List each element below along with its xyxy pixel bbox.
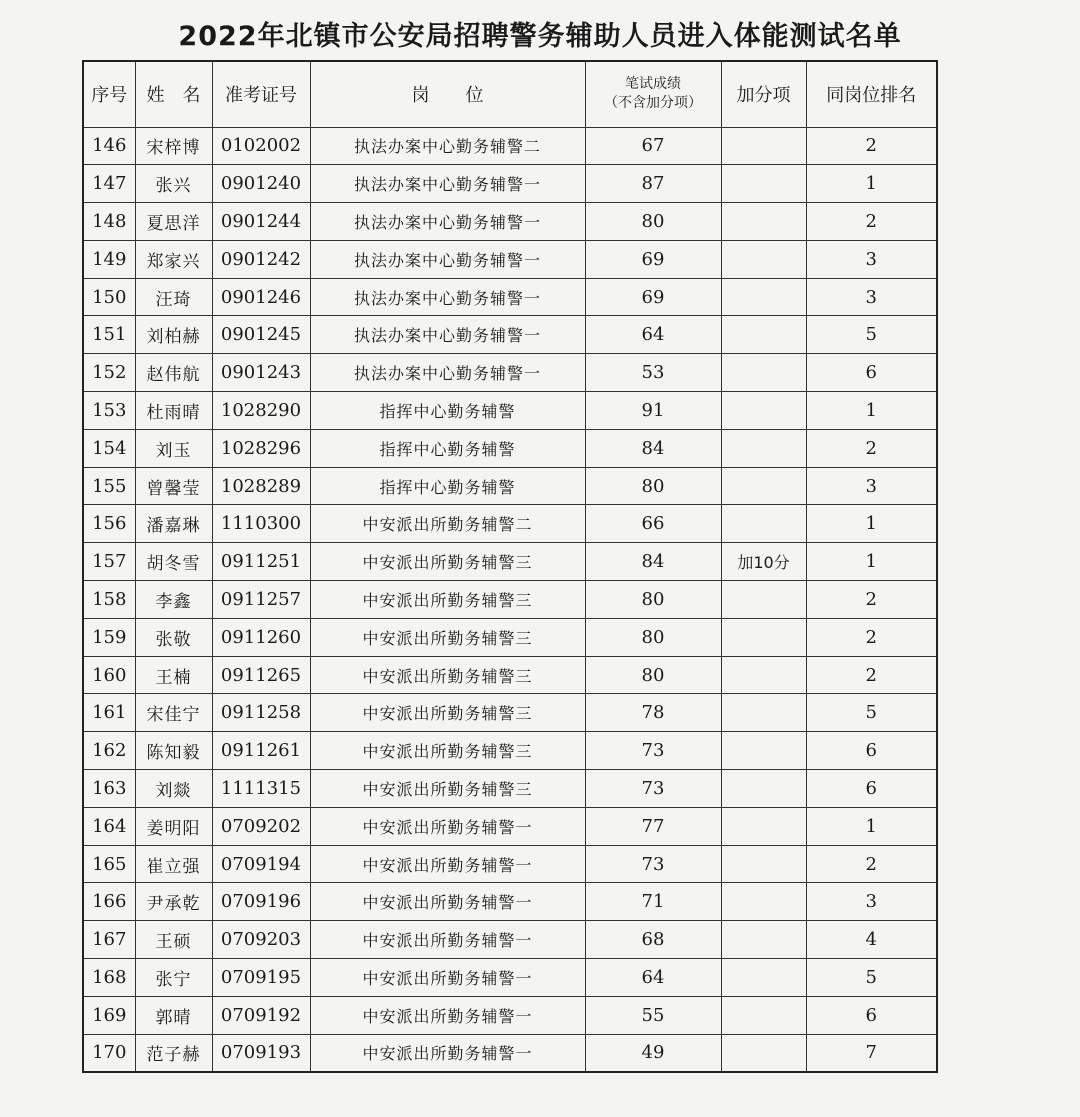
cell-seq: 164	[83, 807, 135, 845]
cell-ticket: 0901243	[212, 354, 310, 392]
cell-name: 王楠	[135, 656, 212, 694]
cell-seq: 166	[83, 883, 135, 921]
cell-score: 64	[585, 316, 721, 354]
cell-bonus	[721, 807, 806, 845]
cell-rank: 6	[806, 996, 937, 1034]
cell-bonus	[721, 203, 806, 241]
cell-ticket: 0901244	[212, 203, 310, 241]
cell-rank: 1	[806, 543, 937, 581]
header-score-line2: （不含加分项）	[604, 95, 702, 112]
cell-seq: 170	[83, 1034, 135, 1072]
cell-position: 指挥中心勤务辅警	[310, 467, 585, 505]
cell-bonus	[721, 921, 806, 959]
cell-rank: 3	[806, 278, 937, 316]
table-row	[83, 1034, 937, 1072]
cell-bonus	[721, 656, 806, 694]
cell-position: 执法办案中心勤务辅警一	[310, 278, 585, 316]
cell-ticket: 0911261	[212, 732, 310, 770]
cell-position: 执法办案中心勤务辅警一	[310, 165, 585, 203]
cell-seq: 153	[83, 392, 135, 430]
cell-rank: 5	[806, 694, 937, 732]
cell-score: 80	[585, 467, 721, 505]
table-row	[83, 732, 937, 770]
cell-score: 73	[585, 732, 721, 770]
cell-name: 范子赫	[135, 1034, 212, 1072]
cell-rank: 2	[806, 127, 937, 165]
cell-bonus	[721, 354, 806, 392]
cell-seq: 146	[83, 127, 135, 165]
cell-position: 中安派出所勤务辅警一	[310, 959, 585, 997]
cell-position: 中安派出所勤务辅警一	[310, 921, 585, 959]
cell-position: 中安派出所勤务辅警三	[310, 543, 585, 581]
table-row	[83, 883, 937, 921]
table-row	[83, 770, 937, 808]
cell-position: 中安派出所勤务辅警一	[310, 883, 585, 921]
cell-bonus	[721, 278, 806, 316]
header-bonus: 加分项	[721, 61, 806, 127]
cell-position: 中安派出所勤务辅警一	[310, 996, 585, 1034]
cell-ticket: 0709194	[212, 845, 310, 883]
cell-rank: 2	[806, 581, 937, 619]
cell-seq: 158	[83, 581, 135, 619]
cell-ticket: 0102002	[212, 127, 310, 165]
cell-ticket: 1111315	[212, 770, 310, 808]
cell-seq: 156	[83, 505, 135, 543]
cell-name: 刘玉	[135, 429, 212, 467]
candidate-table	[82, 60, 938, 1073]
cell-bonus	[721, 316, 806, 354]
cell-ticket: 0709202	[212, 807, 310, 845]
cell-position: 中安派出所勤务辅警一	[310, 807, 585, 845]
table-row	[83, 203, 937, 241]
cell-rank: 3	[806, 240, 937, 278]
cell-score: 80	[585, 618, 721, 656]
cell-name: 王硕	[135, 921, 212, 959]
table-row	[83, 996, 937, 1034]
cell-ticket: 0901242	[212, 240, 310, 278]
cell-position: 执法办案中心勤务辅警二	[310, 127, 585, 165]
cell-score: 87	[585, 165, 721, 203]
cell-name: 宋梓博	[135, 127, 212, 165]
cell-rank: 1	[806, 392, 937, 430]
cell-position: 执法办案中心勤务辅警一	[310, 240, 585, 278]
cell-position: 中安派出所勤务辅警三	[310, 656, 585, 694]
cell-name: 潘嘉琳	[135, 505, 212, 543]
cell-bonus	[721, 429, 806, 467]
cell-bonus	[721, 505, 806, 543]
cell-score: 49	[585, 1034, 721, 1072]
table-row	[83, 165, 937, 203]
cell-name: 郭晴	[135, 996, 212, 1034]
cell-seq: 150	[83, 278, 135, 316]
cell-ticket: 1028296	[212, 429, 310, 467]
cell-seq: 169	[83, 996, 135, 1034]
table-row	[83, 959, 937, 997]
table-row	[83, 429, 937, 467]
cell-score: 80	[585, 203, 721, 241]
cell-score: 84	[585, 429, 721, 467]
header-name: 姓 名	[135, 61, 212, 127]
cell-score: 69	[585, 240, 721, 278]
cell-score: 91	[585, 392, 721, 430]
cell-seq: 147	[83, 165, 135, 203]
table-row	[83, 278, 937, 316]
header-seq: 序号	[83, 61, 135, 127]
cell-seq: 162	[83, 732, 135, 770]
cell-bonus	[721, 883, 806, 921]
cell-bonus	[721, 581, 806, 619]
cell-name: 夏思洋	[135, 203, 212, 241]
table-row	[83, 807, 937, 845]
cell-score: 84	[585, 543, 721, 581]
cell-ticket: 1110300	[212, 505, 310, 543]
cell-position: 执法办案中心勤务辅警一	[310, 203, 585, 241]
cell-score: 53	[585, 354, 721, 392]
cell-bonus	[721, 694, 806, 732]
cell-ticket: 0901246	[212, 278, 310, 316]
cell-position: 中安派出所勤务辅警一	[310, 845, 585, 883]
cell-ticket: 0901245	[212, 316, 310, 354]
cell-seq: 149	[83, 240, 135, 278]
table-row	[83, 543, 937, 581]
cell-ticket: 0709203	[212, 921, 310, 959]
cell-bonus	[721, 127, 806, 165]
cell-ticket: 0911251	[212, 543, 310, 581]
cell-position: 中安派出所勤务辅警一	[310, 1034, 585, 1072]
cell-ticket: 0709196	[212, 883, 310, 921]
cell-score: 80	[585, 656, 721, 694]
cell-name: 刘燚	[135, 770, 212, 808]
cell-bonus	[721, 959, 806, 997]
cell-rank: 6	[806, 770, 937, 808]
cell-name: 崔立强	[135, 845, 212, 883]
cell-bonus	[721, 618, 806, 656]
cell-name: 宋佳宁	[135, 694, 212, 732]
cell-score: 78	[585, 694, 721, 732]
cell-seq: 154	[83, 429, 135, 467]
cell-rank: 2	[806, 656, 937, 694]
table-row	[83, 127, 937, 165]
cell-seq: 148	[83, 203, 135, 241]
cell-name: 汪琦	[135, 278, 212, 316]
cell-position: 中安派出所勤务辅警三	[310, 581, 585, 619]
cell-rank: 2	[806, 845, 937, 883]
table-row	[83, 921, 937, 959]
cell-name: 尹承乾	[135, 883, 212, 921]
cell-bonus	[721, 392, 806, 430]
cell-seq: 163	[83, 770, 135, 808]
cell-score: 68	[585, 921, 721, 959]
cell-ticket: 0709193	[212, 1034, 310, 1072]
cell-seq: 167	[83, 921, 135, 959]
table-body	[83, 127, 937, 1072]
cell-name: 刘柏赫	[135, 316, 212, 354]
cell-rank: 2	[806, 618, 937, 656]
cell-name: 姜明阳	[135, 807, 212, 845]
cell-rank: 1	[806, 505, 937, 543]
cell-seq: 151	[83, 316, 135, 354]
cell-score: 64	[585, 959, 721, 997]
cell-position: 中安派出所勤务辅警三	[310, 770, 585, 808]
cell-bonus: 加10分	[721, 543, 806, 581]
table-row	[83, 505, 937, 543]
table-row	[83, 240, 937, 278]
cell-position: 中安派出所勤务辅警二	[310, 505, 585, 543]
cell-seq: 159	[83, 618, 135, 656]
cell-seq: 165	[83, 845, 135, 883]
cell-score: 77	[585, 807, 721, 845]
cell-seq: 155	[83, 467, 135, 505]
cell-rank: 3	[806, 883, 937, 921]
cell-rank: 6	[806, 354, 937, 392]
header-ticket: 准考证号	[212, 61, 310, 127]
table-row	[83, 618, 937, 656]
table-row	[83, 392, 937, 430]
cell-bonus	[721, 996, 806, 1034]
cell-seq: 168	[83, 959, 135, 997]
cell-ticket: 0901240	[212, 165, 310, 203]
cell-rank: 6	[806, 732, 937, 770]
cell-rank: 1	[806, 165, 937, 203]
cell-seq: 160	[83, 656, 135, 694]
header-position: 岗 位	[310, 61, 585, 127]
cell-seq: 157	[83, 543, 135, 581]
cell-rank: 5	[806, 316, 937, 354]
cell-ticket: 0709195	[212, 959, 310, 997]
header-score	[585, 61, 721, 127]
cell-name: 赵伟航	[135, 354, 212, 392]
table-row	[83, 581, 937, 619]
cell-score: 55	[585, 996, 721, 1034]
cell-score: 73	[585, 770, 721, 808]
cell-bonus	[721, 770, 806, 808]
cell-position: 指挥中心勤务辅警	[310, 429, 585, 467]
header-rank: 同岗位排名	[806, 61, 937, 127]
header-score-line1: 笔试成绩	[625, 76, 681, 93]
cell-position: 中安派出所勤务辅警三	[310, 618, 585, 656]
cell-ticket: 0911260	[212, 618, 310, 656]
cell-score: 71	[585, 883, 721, 921]
cell-ticket: 0911257	[212, 581, 310, 619]
cell-score: 73	[585, 845, 721, 883]
cell-ticket: 0911258	[212, 694, 310, 732]
cell-score: 66	[585, 505, 721, 543]
cell-bonus	[721, 1034, 806, 1072]
cell-ticket: 1028290	[212, 392, 310, 430]
table-row	[83, 845, 937, 883]
cell-rank: 4	[806, 921, 937, 959]
table-row	[83, 354, 937, 392]
cell-name: 李鑫	[135, 581, 212, 619]
cell-seq: 161	[83, 694, 135, 732]
cell-position: 执法办案中心勤务辅警一	[310, 354, 585, 392]
cell-bonus	[721, 240, 806, 278]
cell-ticket: 1028289	[212, 467, 310, 505]
cell-position: 执法办案中心勤务辅警一	[310, 316, 585, 354]
cell-rank: 3	[806, 467, 937, 505]
cell-bonus	[721, 845, 806, 883]
cell-name: 张宁	[135, 959, 212, 997]
table-row	[83, 656, 937, 694]
cell-name: 曾馨莹	[135, 467, 212, 505]
document-title: 2022年北镇市公安局招聘警务辅助人员进入体能测试名单	[178, 21, 902, 52]
cell-name: 张兴	[135, 165, 212, 203]
cell-bonus	[721, 732, 806, 770]
cell-position: 中安派出所勤务辅警三	[310, 732, 585, 770]
cell-rank: 5	[806, 959, 937, 997]
cell-bonus	[721, 165, 806, 203]
cell-score: 67	[585, 127, 721, 165]
cell-position: 中安派出所勤务辅警三	[310, 694, 585, 732]
cell-name: 张敬	[135, 618, 212, 656]
cell-bonus	[721, 467, 806, 505]
cell-name: 胡冬雪	[135, 543, 212, 581]
cell-position: 指挥中心勤务辅警	[310, 392, 585, 430]
cell-ticket: 0709192	[212, 996, 310, 1034]
table-row	[83, 316, 937, 354]
cell-name: 郑家兴	[135, 240, 212, 278]
cell-rank: 2	[806, 429, 937, 467]
table-row	[83, 694, 937, 732]
cell-score: 80	[585, 581, 721, 619]
cell-seq: 152	[83, 354, 135, 392]
cell-ticket: 0911265	[212, 656, 310, 694]
cell-name: 杜雨晴	[135, 392, 212, 430]
cell-name: 陈知毅	[135, 732, 212, 770]
cell-score: 69	[585, 278, 721, 316]
cell-rank: 1	[806, 807, 937, 845]
cell-rank: 2	[806, 203, 937, 241]
cell-rank: 7	[806, 1034, 937, 1072]
header-row	[83, 61, 937, 127]
table-row	[83, 467, 937, 505]
